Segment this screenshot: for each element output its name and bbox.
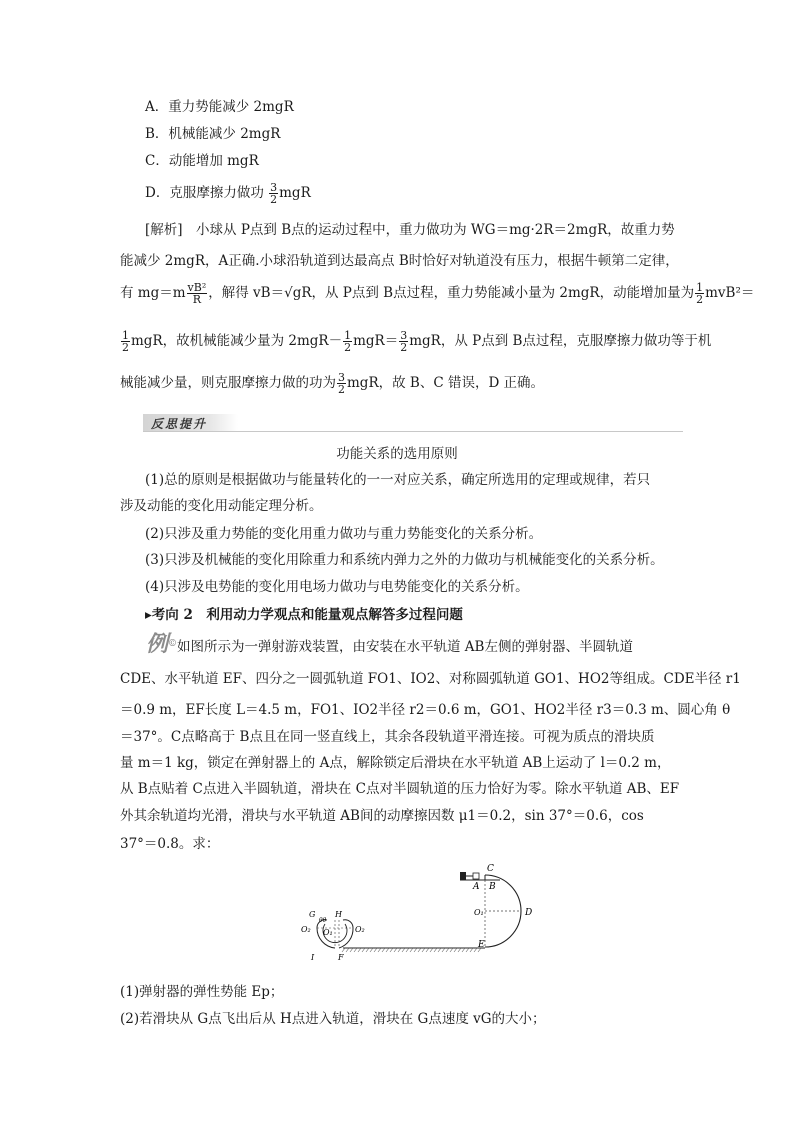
slider-block bbox=[473, 873, 479, 879]
reflection-p1a: (1)总的原则是根据做功与能量转化的一一对应关系，确定所选用的定理或规律，若只 bbox=[145, 472, 651, 488]
analysis-line-2: 能减少 2mgR，A正确.小球沿轨道到达最高点 B时恰好对轨道没有压力，根据牛顿第二定律， bbox=[120, 253, 679, 269]
example-mark: 例 bbox=[146, 631, 169, 657]
launcher bbox=[460, 872, 466, 880]
hatch-mark bbox=[370, 948, 373, 952]
fraction-3-2: $\frac{3}{2}$ bbox=[400, 329, 408, 354]
label-d: D bbox=[525, 908, 533, 918]
example-line-1: 例©如图所示为一弹射游戏装置，由安装在水平轨道 AB左侧的弹射器、半圆轨道 bbox=[146, 631, 633, 657]
hatch-mark bbox=[386, 948, 389, 952]
label-c: C bbox=[487, 864, 494, 874]
hatch-mark bbox=[458, 948, 461, 952]
option-d-prefix: D．克服摩擦力做功 bbox=[145, 185, 264, 201]
hatch-mark bbox=[410, 948, 413, 952]
hatch-mark bbox=[462, 948, 465, 952]
label-g: G bbox=[309, 910, 316, 919]
hatch-mark bbox=[382, 948, 385, 952]
hatch-mark bbox=[446, 948, 449, 952]
hatch-mark bbox=[474, 948, 477, 952]
analysis-line-3: 有 mg＝m $\frac{\text{vB²}}{R}$ ，解得 vB＝√gR，从 P点到 B点过程，重力势能减小量为 2mgR，动能增加量为 $\frac{1}{2}$ mvB²＝ bbox=[120, 281, 755, 306]
hatch-mark bbox=[342, 948, 345, 952]
label-f: F bbox=[338, 953, 344, 962]
hatch-mark bbox=[418, 948, 421, 952]
label-o1-small: O₁ bbox=[323, 928, 333, 937]
reflection-p1b: 涉及动能的变化用动能定理分析。 bbox=[120, 498, 323, 514]
hatch-mark bbox=[354, 948, 357, 952]
hatch-mark bbox=[398, 948, 401, 952]
example-line-7: 外其余轨道均光滑，滑块与水平轨道 AB间的动摩擦因数 μ1＝0.2，sin 37°＝0.6，cos bbox=[120, 808, 644, 824]
hatch-mark bbox=[450, 948, 453, 952]
hatch-mark bbox=[434, 948, 437, 952]
reflection-p2: (2)只涉及重力势能的变化用重力做功与重力势能变化的关系分析。 bbox=[145, 526, 543, 542]
question-1: (1)弹射器的弹性势能 Ep； bbox=[120, 984, 284, 1000]
hatch-mark bbox=[346, 948, 349, 952]
label-a: A bbox=[473, 882, 480, 892]
analysis-line-1: [解析] 小球从 P点到 B点的运动过程中，重力做功为 WG＝mg·2R＝2mgR，故重力势 bbox=[145, 222, 675, 238]
track-figure bbox=[295, 860, 555, 970]
banner-text: 反思提升 bbox=[151, 417, 208, 431]
hatch-mark bbox=[430, 948, 433, 952]
question-2: (2)若滑块从 G点飞出后从 H点进入轨道，滑块在 G点速度 vG的大小； bbox=[120, 1011, 546, 1027]
label-o2-left: O₂ bbox=[301, 925, 311, 934]
option-d-suffix: mgR bbox=[279, 185, 311, 201]
example-line-5: 量 m＝1 kg，锁定在弹射器上的 A点，解除锁定后滑块在水平轨道 AB上运动了 l＝0.2 m， bbox=[120, 755, 671, 771]
fraction-3-2: $\frac{3}{2}$ bbox=[270, 181, 278, 206]
hatch-mark bbox=[414, 948, 417, 952]
hatch-mark bbox=[422, 948, 425, 952]
hatch-mark bbox=[406, 948, 409, 952]
hatch-mark bbox=[438, 948, 441, 952]
hatch-mark bbox=[358, 948, 361, 952]
option-b: B．机械能减少 2mgR bbox=[145, 126, 281, 142]
fraction-1-2: $\frac{1}{2}$ bbox=[122, 329, 129, 354]
option-c: C．动能增加 mgR bbox=[145, 153, 259, 169]
hatch-mark bbox=[442, 948, 445, 952]
hatch-mark bbox=[426, 948, 429, 952]
hatch-mark bbox=[402, 948, 405, 952]
arc-ho2 bbox=[343, 920, 353, 928]
option-d bbox=[145, 182, 705, 205]
label-b: B bbox=[489, 882, 496, 892]
reflection-p3: (3)只涉及机械能的变化用除重力和系统内弹力之外的力做功与机械能变化的关系分析。 bbox=[145, 552, 664, 568]
example-line-6: 从 B点贴着 C点进入半圆轨道，滑块在 C点对半圆轨道的压力恰好为零。除水平轨道 AB、EF bbox=[120, 781, 680, 797]
hatch-mark bbox=[390, 948, 393, 952]
hatch-mark bbox=[374, 948, 377, 952]
example-line-8: 37°＝0.8。求： bbox=[120, 836, 220, 852]
reflection-banner bbox=[143, 414, 238, 432]
label-e: E bbox=[478, 940, 485, 950]
fraction-3-2: $\frac{3}{2}$ bbox=[338, 371, 345, 396]
example-line-2: CDE、水平轨道 EF、四分之一圆弧轨道 FO1、IO2、对称圆弧轨道 GO1、HO2等组成。CDE半径 r1 bbox=[120, 671, 741, 687]
option-a: A．重力势能减少 2mgR bbox=[145, 99, 294, 115]
reflection-title: 功能关系的选用原则 bbox=[336, 446, 458, 462]
arc-fo2 bbox=[339, 928, 353, 948]
hatch-mark bbox=[362, 948, 365, 952]
fraction-vb2-r: $\frac{\text{vB²}}{R}$ bbox=[187, 281, 207, 306]
direction-heading: ▸考向 2 利用动力学观点和能量观点解答多过程问题 bbox=[145, 607, 463, 623]
label-theta: θθ bbox=[319, 917, 327, 924]
hatch-mark bbox=[466, 948, 469, 952]
hatch-mark bbox=[470, 948, 473, 952]
label-i: I bbox=[311, 953, 315, 962]
example-mark-sup: © bbox=[168, 639, 178, 649]
label-h: H bbox=[335, 910, 342, 919]
example-line-4: ＝37°。C点略高于 B点且在同一竖直线上，其余各段轨道平滑连接。可视为质点的滑块质 bbox=[120, 729, 655, 745]
hatch-mark bbox=[350, 948, 353, 952]
reflection-p4: (4)只涉及电势能的变化用电场力做功与电势能变化的关系分析。 bbox=[145, 579, 529, 595]
hatch-mark bbox=[394, 948, 397, 952]
example-line-3: ＝0.9 m，EF长度 L＝4.5 m，FO1、IO2半径 r2＝0.6 m，GO1、HO2半径 r3＝0.3 m、圆心角 θ bbox=[120, 702, 731, 718]
hatch-mark bbox=[378, 948, 381, 952]
hatch-mark bbox=[454, 948, 457, 952]
analysis-line-5: 械能减少量，则克服摩擦力做的功为 $\frac{3}{2}$ mgR，故 B、C 错误，D 正确。 bbox=[120, 371, 545, 396]
banner-divider bbox=[143, 431, 683, 432]
fraction-1-2: $\frac{1}{2}$ bbox=[696, 281, 704, 306]
label-o2-right: O₂ bbox=[355, 925, 365, 934]
analysis-line-4: $\frac{1}{2}$ mgR，故机械能减少量为 2mgR－ $\frac{1}{2}$ mgR＝ $\frac{3}{2}$ mgR，从 P点到 B点过程，克服摩擦力做功等于机 bbox=[122, 329, 712, 354]
hatch-mark bbox=[366, 948, 369, 952]
fraction-1-2: $\frac{1}{2}$ bbox=[344, 329, 352, 354]
label-o1: O₁ bbox=[474, 908, 484, 917]
